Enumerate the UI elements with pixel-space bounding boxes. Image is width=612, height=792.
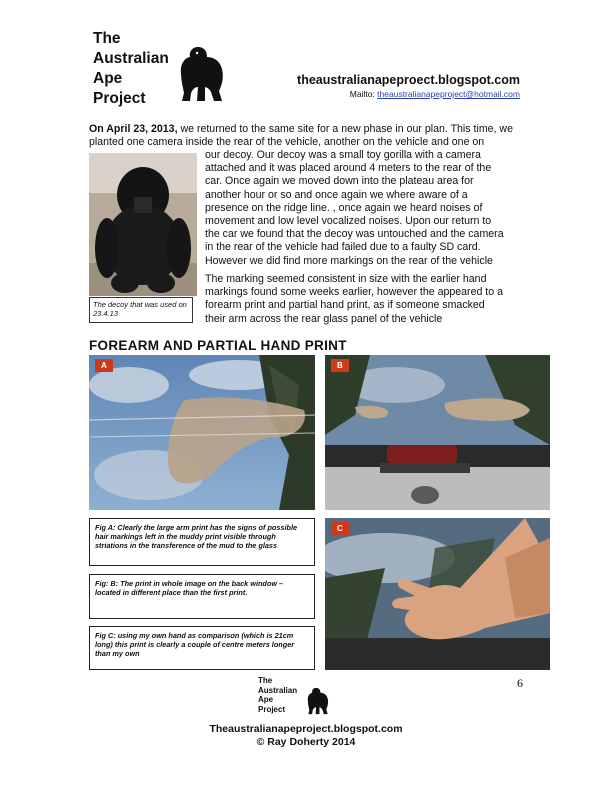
page-number: 6	[517, 676, 523, 690]
marking-line: markings found some weeks earlier, however the appeared to a	[205, 286, 503, 299]
logo-line: Ape	[93, 70, 123, 87]
marking-column	[205, 273, 520, 326]
marking-line: forearm print and partial hand print, as if someone smacked	[205, 299, 485, 312]
fig-a-caption: Fig A: Clearly the large arm print has the signs of possible hair markings left in the muddy print visible through striations in the transference of the mud to the glass	[89, 518, 315, 566]
gorilla-logo-icon	[178, 43, 226, 105]
story-column	[205, 149, 520, 268]
mailto-label: Mailto:	[349, 89, 375, 99]
header-logo-text	[93, 29, 169, 109]
story-line: presence on the ridge line. , once again we heard noises of	[205, 201, 483, 214]
marking-line: their arm across the rear glass panel of the vehicle	[205, 312, 443, 325]
footer-logo-line: The	[258, 676, 273, 685]
intro-paragraph	[89, 123, 521, 149]
decoy-photo	[89, 153, 197, 296]
blog-url[interactable]: theaustralianapeproect.blogspot.com	[297, 73, 520, 87]
fig-b-caption: Fig: B: The print in whole image on the back window – located in different place than the first print.	[89, 574, 315, 619]
footer-gorilla-icon	[306, 686, 330, 716]
footer-logo-line: Project	[258, 704, 286, 714]
section-title: FOREARM AND PARTIAL HAND PRINT	[89, 338, 347, 353]
story-line: another hour or so and once again we where aware of a	[205, 188, 468, 201]
story-line: movement and low level vocalized noises. Upon our return to	[205, 215, 492, 228]
logo-line: The	[93, 30, 121, 47]
email-link[interactable]: theaustralianapeproject@hotmail.com	[377, 89, 520, 99]
footer-site[interactable]: Theaustralianapeproject.blogspot.com	[209, 723, 403, 735]
logo-line: Project	[93, 90, 146, 107]
photo-a	[89, 355, 315, 510]
photo-label-a: A	[95, 359, 113, 372]
footer-logo-line: Ape	[258, 695, 274, 704]
story-line: in the rear of the vehicle had failed due to a faulty SD card.	[205, 241, 481, 254]
story-line: car. Once again we moved down into the plateau area for	[205, 175, 474, 188]
logo-line: Australian	[93, 50, 169, 67]
footer-logo-text	[258, 676, 297, 714]
story-line: However we did find more markings on the rear of the vehicle	[205, 254, 493, 267]
footer-logo-line: Australian	[258, 685, 298, 695]
story-line: attached and it was placed around 4 meters to the rear of the	[205, 162, 492, 175]
footer-copyright: © Ray Doherty 2014	[256, 736, 356, 748]
decoy-caption: The decoy that was used on 23.4.13	[89, 297, 193, 323]
marking-line: The marking seemed consistent in size with the earlier hand	[205, 273, 487, 285]
photo-c	[325, 518, 550, 670]
intro-text: we returned to the same site for a new phase in our plan. This time, we planted one camera inside the rear of the vehicle, another on the vehicle and one on	[89, 123, 513, 149]
photo-b	[325, 355, 550, 510]
photo-label-c: C	[331, 522, 349, 535]
story-line: our decoy. Our decoy was a small toy gorilla with a camera	[205, 149, 481, 161]
fig-c-caption: Fig C: using my own hand as comparison (which is 21cm long) this print is clearly a couple of centre meters longer than my own	[89, 626, 315, 670]
mailto-line	[350, 89, 520, 99]
photo-label-b: B	[331, 359, 349, 372]
intro-date: On April 23, 2013,	[89, 123, 178, 135]
story-line: the car we found that the decoy was untouched and the camera	[205, 228, 504, 241]
